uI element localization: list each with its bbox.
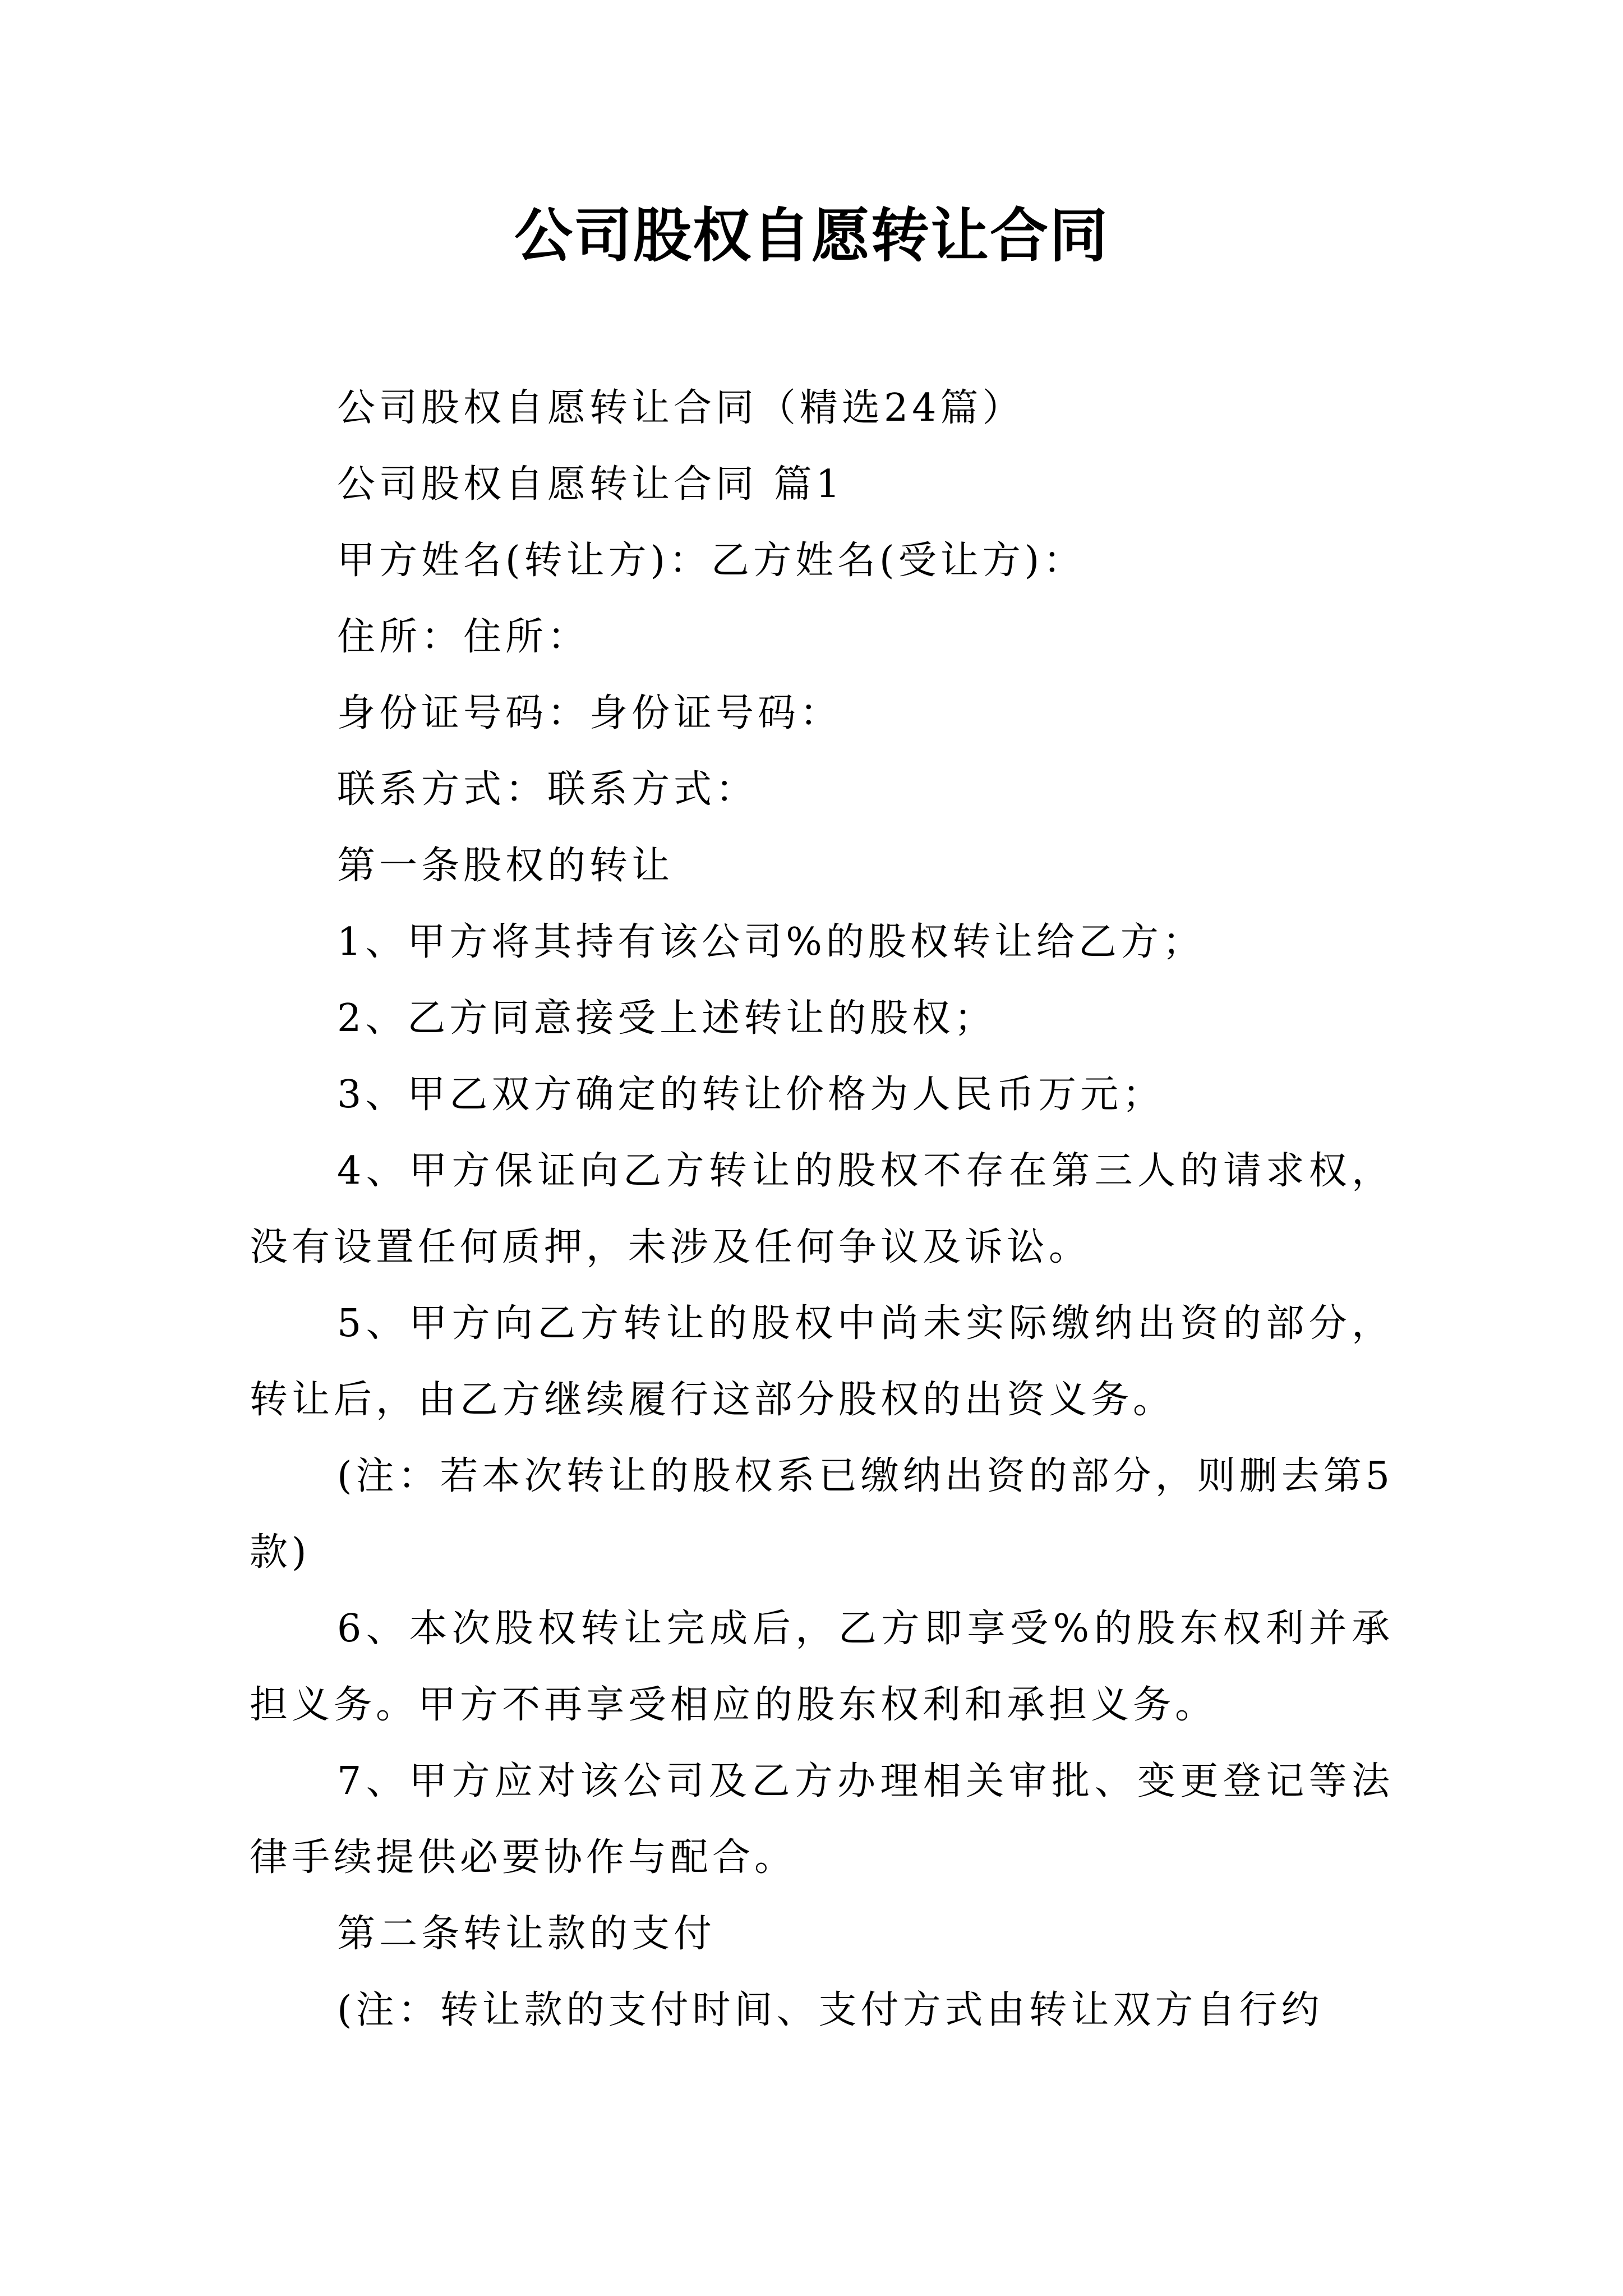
party-contact-line: 联系方式：联系方式： bbox=[337, 767, 758, 812]
clause-paragraph: 2、乙方同意接受上述转让的股权； bbox=[337, 996, 997, 1041]
clause-paragraph: 3、甲乙双方确定的转让价格为人民币万元； bbox=[337, 1073, 1165, 1117]
note-paragraph: (注：若本次转让的股权系已缴纳出资的部分，则删去第5款) bbox=[250, 1454, 1394, 1575]
article-heading: 第一条股权的转让 bbox=[337, 844, 674, 888]
article-heading: 第二条转让款的支付 bbox=[337, 1912, 716, 1956]
party-address-line: 住所：住所： bbox=[337, 615, 590, 659]
clause-paragraph: 7、甲方应对该公司及乙方办理相关审批、变更登记等法律手续提供必要协作与配合。 bbox=[250, 1759, 1394, 1880]
doc-subtitle: 公司股权自愿转让合同（精选24篇） bbox=[337, 386, 1025, 430]
section-heading: 公司股权自愿转让合同 篇1 bbox=[337, 462, 844, 507]
party-id-line: 身份证号码：身份证号码： bbox=[337, 691, 842, 735]
clause-paragraph: 1、甲方将其持有该公司%的股权转让给乙方； bbox=[337, 920, 1205, 964]
note-paragraph: (注：转让款的支付时间、支付方式由转让双方自行约 bbox=[337, 1988, 1324, 2032]
clause-paragraph: 6、本次股权转让完成后，乙方即享受%的股东权利并承担义务。甲方不再享受相应的股东权利和承担义务。 bbox=[250, 1607, 1394, 1727]
clause-paragraph: 5、甲方向乙方转让的股权中尚未实际缴纳出资的部分，转让后，由乙方继续履行这部分股权的出资义务。 bbox=[250, 1301, 1394, 1422]
clause-paragraph: 4、甲方保证向乙方转让的股权不存在第三人的请求权，没有设置任何质押，未涉及任何争议及诉讼。 bbox=[250, 1149, 1394, 1269]
document-title: 公司股权自愿转让合同 bbox=[514, 201, 1109, 270]
document-body bbox=[250, 370, 1394, 2049]
party-names-line: 甲方姓名(转让方)：乙方姓名(受让方)： bbox=[337, 539, 1086, 583]
